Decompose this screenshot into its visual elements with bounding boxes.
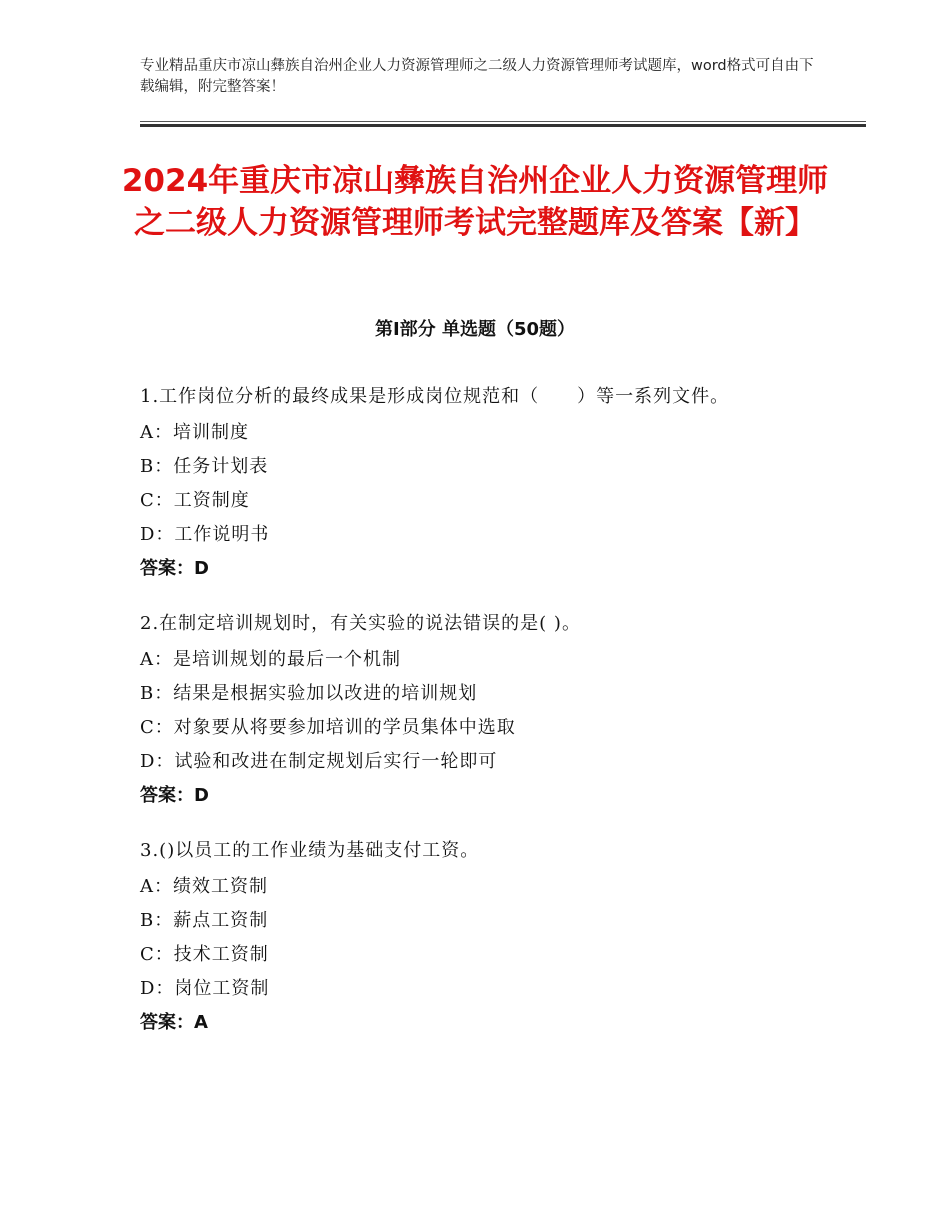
question-2	[140, 609, 800, 813]
option-a: A：是培训规划的最后一个机制	[140, 649, 401, 670]
option-a: A：绩效工资制	[140, 876, 268, 897]
question-stem: 3.()以员工的工作业绩为基础支付工资。	[140, 840, 480, 861]
option-c: C：工资制度	[140, 490, 250, 511]
question-stem: 1.工作岗位分析的最终成果是形成岗位规范和（ ）等一系列文件。	[140, 386, 730, 407]
document-title: 2024年重庆市凉山彝族自治州企业人力资源管理师之二级人力资源管理师考试完整题库及答案【新】	[121, 163, 829, 241]
answer: 答案：A	[140, 1012, 208, 1033]
section-title: 第Ⅰ部分 单选题（50题）	[374, 319, 575, 340]
question-stem: 2.在制定培训规划时，有关实验的说法错误的是( )。	[140, 613, 581, 634]
option-c: C：技术工资制	[140, 944, 269, 965]
header-divider-thick	[140, 124, 866, 127]
option-d: D：岗位工资制	[140, 978, 270, 999]
question-list	[140, 382, 800, 1063]
option-b: B：任务计划表	[140, 456, 269, 477]
question-3	[140, 836, 800, 1040]
answer: 答案：D	[140, 558, 209, 579]
answer: 答案：D	[140, 785, 209, 806]
header-divider-thin	[140, 121, 866, 122]
option-a: A：培训制度	[140, 422, 249, 443]
option-c: C：对象要从将要参加培训的学员集体中选取	[140, 717, 516, 738]
option-d: D：工作说明书	[140, 524, 270, 545]
header-note: 专业精品重庆市凉山彝族自治州企业人力资源管理师之二级人力资源管理师考试题库，word格式可自由下载编辑，附完整答案！	[140, 58, 814, 95]
question-1	[140, 382, 800, 586]
option-d: D：试验和改进在制定规划后实行一轮即可	[140, 751, 498, 772]
option-b: B：薪点工资制	[140, 910, 269, 931]
option-b: B：结果是根据实验加以改进的培训规划	[140, 683, 478, 704]
